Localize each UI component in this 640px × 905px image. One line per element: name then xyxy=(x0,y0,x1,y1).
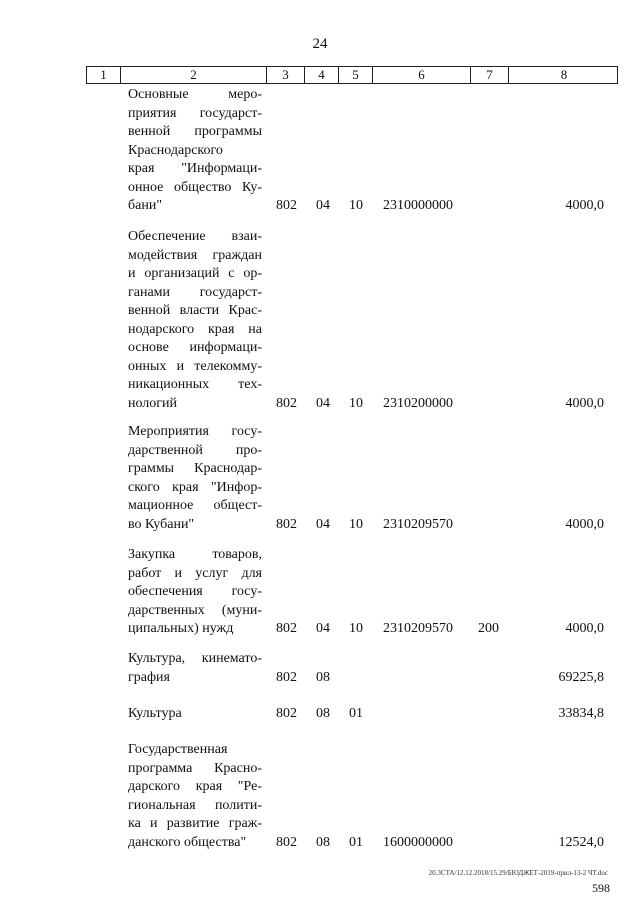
row-c5-value: 10 xyxy=(349,395,363,411)
row-name-line: гиональная полити- xyxy=(128,797,262,813)
row-name-line: ского края "Инфор- xyxy=(128,479,262,495)
row-c6-value: 2310209570 xyxy=(383,621,453,636)
row-name-line: Мероприятия госу- xyxy=(128,424,262,439)
row-c6-value: 2310000000 xyxy=(383,198,453,213)
row-c8-value: 4000,0 xyxy=(565,516,604,532)
row-name-line: никационных тех- xyxy=(128,377,262,392)
row-name-line: Культура xyxy=(128,706,182,721)
row-name xyxy=(128,423,262,534)
header-col-6: 6 xyxy=(373,67,471,83)
row-c5-value: 10 xyxy=(349,516,363,532)
header-col-5: 5 xyxy=(339,67,373,83)
row-name-line: бани" xyxy=(128,198,163,213)
row-name-line: края "Информаци- xyxy=(128,161,262,176)
row-name-line: ципальных) нужд xyxy=(128,621,234,636)
row-c4-value: 08 xyxy=(316,706,330,721)
row-name-line: венной власти Крас- xyxy=(128,303,262,318)
row-name-line: данского общества" xyxy=(128,834,247,850)
row-c8-value: 4000,0 xyxy=(565,621,604,636)
table-row xyxy=(0,228,640,413)
table-row xyxy=(0,423,640,534)
row-c3-value: 802 xyxy=(276,621,297,636)
row-c4-value: 08 xyxy=(316,669,330,685)
footer-file-path: 20.3СТА/12.12.2018/15.29/БЮДЖЕТ-2019-прил-13-2 ЧТ.doc xyxy=(428,869,608,877)
row-name-line: приятия государст- xyxy=(128,105,262,121)
row-c4-value: 08 xyxy=(316,834,330,850)
header-col-2: 2 xyxy=(121,67,267,83)
row-name xyxy=(128,546,262,639)
row-name-line: Культура, кинемато- xyxy=(128,651,262,666)
table-row xyxy=(0,86,640,216)
row-name-line: обеспечения госу- xyxy=(128,584,262,599)
row-name-line: онных и телекомму- xyxy=(128,358,262,374)
row-name-line: Краснодарского xyxy=(128,142,223,158)
row-name-line: венной программы xyxy=(128,124,262,139)
row-c5-value: 01 xyxy=(349,834,363,850)
table-row xyxy=(0,546,640,639)
page-number: 24 xyxy=(312,36,328,52)
row-name-line: Обеспечение взаи- xyxy=(128,229,262,244)
table-row xyxy=(0,741,640,852)
row-c4-value: 04 xyxy=(316,516,330,532)
row-c8-value: 4000,0 xyxy=(565,395,604,411)
row-name-line: нодарского края на xyxy=(128,321,262,337)
row-name-line: Основные меро- xyxy=(128,87,262,102)
row-name xyxy=(128,228,262,413)
row-name-line: работ и услуг для xyxy=(128,565,262,581)
table-row xyxy=(0,705,640,724)
row-c7-value: 200 xyxy=(478,621,499,636)
header-col-1: 1 xyxy=(87,67,121,83)
row-c5-value: 10 xyxy=(349,621,363,636)
row-name xyxy=(128,650,262,687)
row-name-line: онное общество Ку- xyxy=(128,179,262,195)
row-name-line: дарского края "Ре- xyxy=(128,779,262,794)
row-c5-value: 01 xyxy=(349,706,363,721)
row-c3-value: 802 xyxy=(276,516,297,532)
row-c3-value: 802 xyxy=(276,669,297,685)
row-c6-value: 2310209570 xyxy=(383,516,453,532)
row-name-line: программа Красно- xyxy=(128,760,262,776)
row-name-line: мационное общест- xyxy=(128,498,262,513)
header-col-7: 7 xyxy=(471,67,509,83)
row-name-line: дарственной про- xyxy=(128,442,262,458)
row-name xyxy=(128,705,262,724)
table-header-row xyxy=(86,66,618,84)
row-name-line: нологий xyxy=(128,395,178,411)
row-c4-value: 04 xyxy=(316,198,330,213)
row-c3-value: 802 xyxy=(276,395,297,411)
row-c4-value: 04 xyxy=(316,395,330,411)
row-c3-value: 802 xyxy=(276,706,297,721)
row-c8-value: 69225,8 xyxy=(558,669,604,685)
row-c8-value: 12524,0 xyxy=(558,834,604,850)
row-name xyxy=(128,86,262,216)
row-name-line: Закупка товаров, xyxy=(128,547,262,562)
row-c6-value: 1600000000 xyxy=(383,834,453,850)
row-name-line: основе информаци- xyxy=(128,340,262,355)
row-c6-value: 2310200000 xyxy=(383,395,453,411)
row-name-line: Государственная xyxy=(128,742,228,757)
row-name-line: графия xyxy=(128,669,170,685)
row-name-line: модействия граждан xyxy=(128,247,262,263)
row-c8-value: 4000,0 xyxy=(565,198,604,213)
row-c5-value: 10 xyxy=(349,198,363,213)
header-col-4: 4 xyxy=(305,67,339,83)
row-c3-value: 802 xyxy=(276,834,297,850)
row-c3-value: 802 xyxy=(276,198,297,213)
row-name-line: и организаций с ор- xyxy=(128,266,262,281)
row-name-line: ганами государст- xyxy=(128,284,262,300)
header-col-8: 8 xyxy=(560,67,568,82)
row-name-line: ка и развитие граж- xyxy=(128,816,262,831)
row-c4-value: 04 xyxy=(316,621,330,636)
row-name-line: во Кубани" xyxy=(128,516,195,532)
row-name xyxy=(128,741,262,852)
row-name-line: дарственных (муни- xyxy=(128,602,262,618)
footer-page-number: 598 xyxy=(592,881,610,895)
table-row xyxy=(0,650,640,687)
row-c8-value: 33834,8 xyxy=(558,706,604,721)
header-col-3: 3 xyxy=(267,67,305,83)
row-name-line: граммы Краснодар- xyxy=(128,461,262,476)
